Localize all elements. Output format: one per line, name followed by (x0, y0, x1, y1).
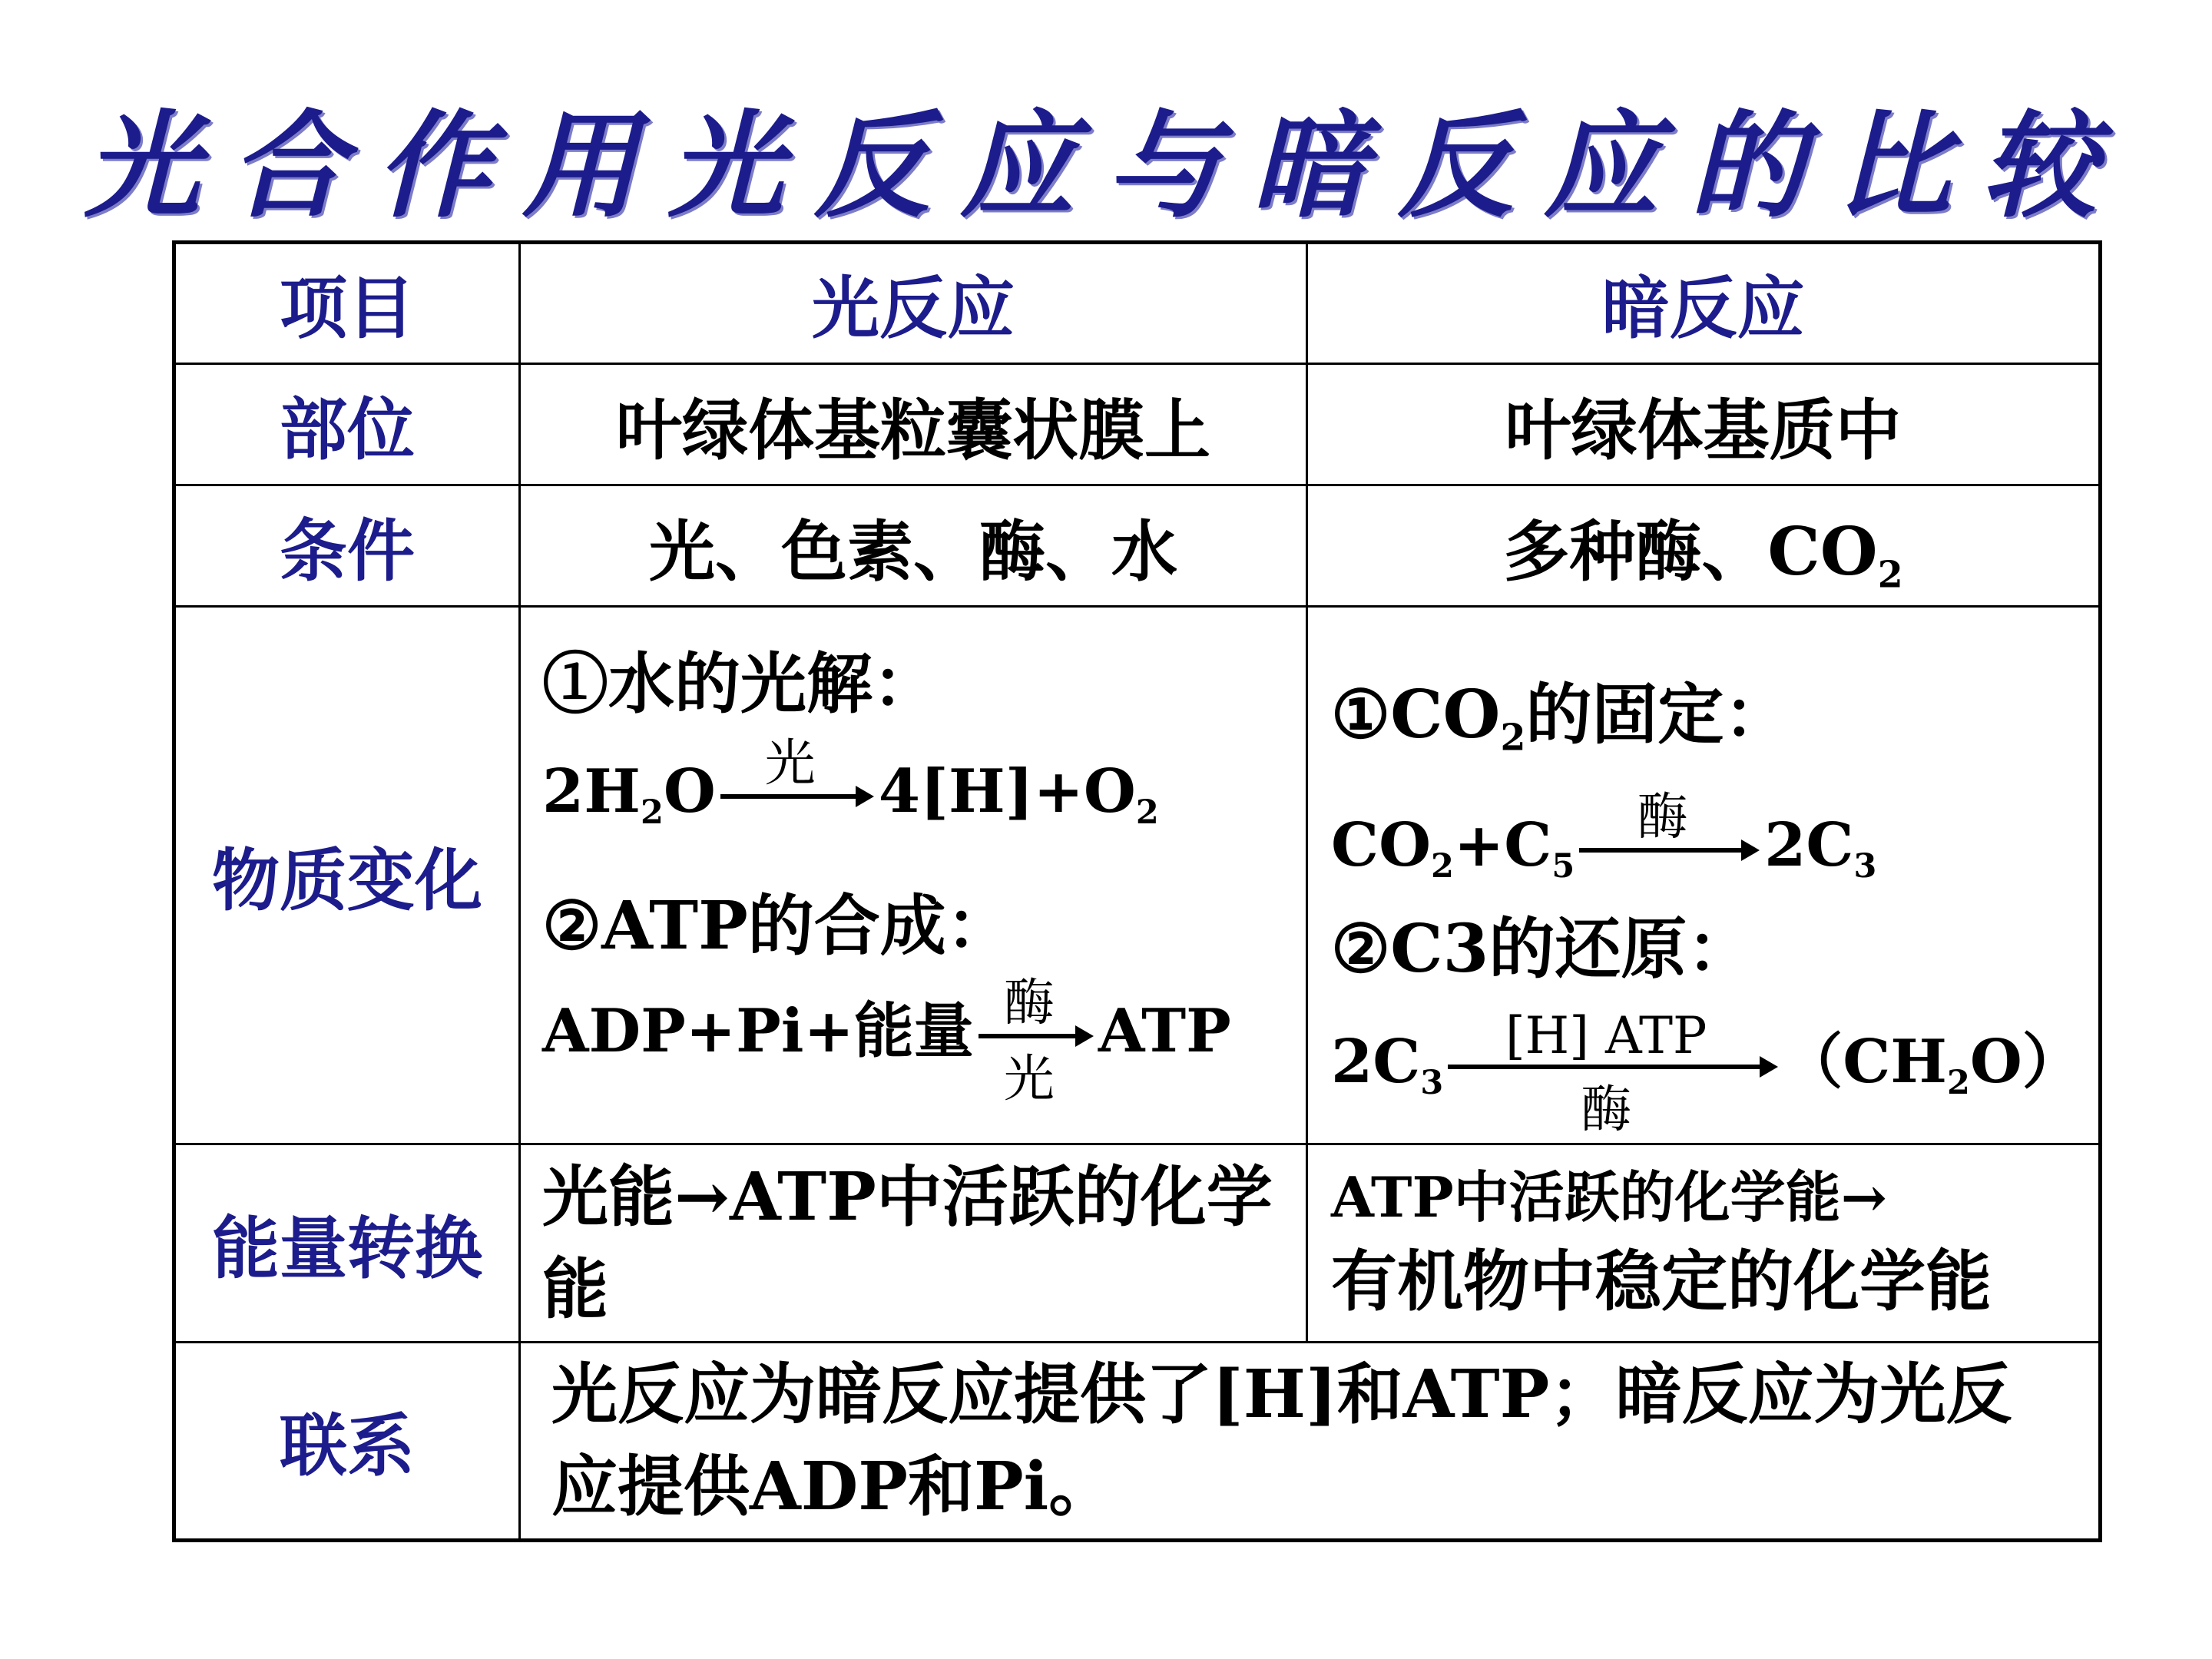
eq4-rhs-b: O） (1969, 1027, 2082, 1097)
atp-synthesis-equation (542, 972, 1306, 1108)
atp-synthesis-title: ②ATP的合成： (542, 887, 1012, 965)
header-row (174, 243, 2101, 364)
eq3-lhs-a: CO (1331, 810, 1432, 880)
location-dark: 叶绿体基质中 (1307, 364, 2101, 485)
arrow-label-above: 酶 (1003, 972, 1055, 1032)
relation-label: 联系 (174, 1343, 520, 1541)
conditions-row (174, 485, 2101, 607)
eq3-rhs-a: 2C (1764, 810, 1854, 880)
eq3-lhs-sub1: 2 (1431, 847, 1454, 886)
eq3-lhs-b: +C (1453, 810, 1552, 880)
eq1-rhs-a: 4[H]+O (878, 757, 1136, 826)
comparison-table (172, 240, 2102, 1542)
energy-dark-line2: 有机物中稳定的化学能 (1331, 1242, 1992, 1320)
location-label: 部位 (174, 364, 520, 485)
co2-fix-b: 的固定： (1525, 676, 1790, 753)
water-photolysis-equation (542, 733, 1306, 832)
reaction-arrow (979, 972, 1094, 1108)
co2-fixation-title (1331, 661, 2098, 760)
header-light-reaction: 光反应 (520, 243, 1307, 364)
eq4-lhs-a: 2C (1331, 1027, 1421, 1097)
reaction-arrow (1448, 1005, 1778, 1139)
eq2-rhs: ATP (1098, 996, 1231, 1066)
conditions-light: 光、色素、酶、水 (520, 485, 1307, 607)
eq4-rhs-a: （CH (1783, 1027, 1947, 1097)
energy-dark (1307, 1144, 2101, 1343)
c3-reduction-title: ②C3的还原： (1331, 910, 1753, 988)
energy-row (174, 1144, 2101, 1343)
relation-row (174, 1343, 2101, 1541)
arrow-label-below: 酶 (1581, 1079, 1632, 1139)
co2-fixation-equation (1331, 786, 2098, 886)
material-row (174, 607, 2101, 1144)
eq2-lhs: ADP+Pi+能量 (542, 996, 974, 1066)
conditions-dark-sub: 2 (1877, 554, 1903, 597)
conditions-dark-text: 多种酶、CO (1503, 512, 1878, 591)
material-light (520, 607, 1307, 1144)
header-dark-reaction: 暗反应 (1307, 243, 2101, 364)
conditions-dark (1307, 485, 2101, 607)
arrow-label-above: 酶 (1637, 786, 1688, 846)
conditions-label: 条件 (174, 485, 520, 607)
co2-fix-a: ①CO (1331, 676, 1501, 753)
material-label: 物质变化 (174, 607, 520, 1144)
reaction-arrow (720, 733, 874, 812)
relation-text: 光反应为暗反应提供了[H]和ATP；暗反应为光反应提供ADP和Pi。 (520, 1343, 2101, 1541)
energy-light: 光能→ATP中活跃的化学能 (520, 1144, 1307, 1343)
reaction-arrow (1579, 786, 1760, 866)
water-photolysis-title: ①水的光解： (542, 645, 939, 723)
arrow-label-below: 光 (1003, 1048, 1055, 1108)
eq1-lhs-sub: 2 (640, 793, 664, 832)
c3-reduction-equation (1331, 1005, 2098, 1139)
eq4-lhs-sub: 3 (1420, 1064, 1444, 1102)
header-item: 项目 (174, 243, 520, 364)
page-title: 光合作用光反应与暗反应的比较 (84, 100, 2128, 233)
energy-label: 能量转换 (174, 1144, 520, 1343)
arrow-label-above: [H] ATP (1505, 1005, 1707, 1065)
co2-fix-sub: 2 (1500, 717, 1526, 760)
eq1-rhs-sub: 2 (1135, 793, 1159, 832)
eq1-lhs-b: O (663, 757, 716, 826)
location-row (174, 364, 2101, 485)
arrow-label-above: 光 (764, 733, 816, 793)
energy-dark-line1: ATP中活跃的化学能→ (1331, 1164, 1887, 1230)
eq1-lhs-a: 2H (542, 757, 641, 826)
material-dark (1307, 607, 2101, 1144)
eq3-rhs-sub: 3 (1853, 847, 1877, 886)
location-light: 叶绿体基粒囊状膜上 (520, 364, 1307, 485)
eq3-lhs-sub2: 5 (1551, 847, 1575, 886)
eq4-rhs-sub: 2 (1946, 1064, 1970, 1102)
